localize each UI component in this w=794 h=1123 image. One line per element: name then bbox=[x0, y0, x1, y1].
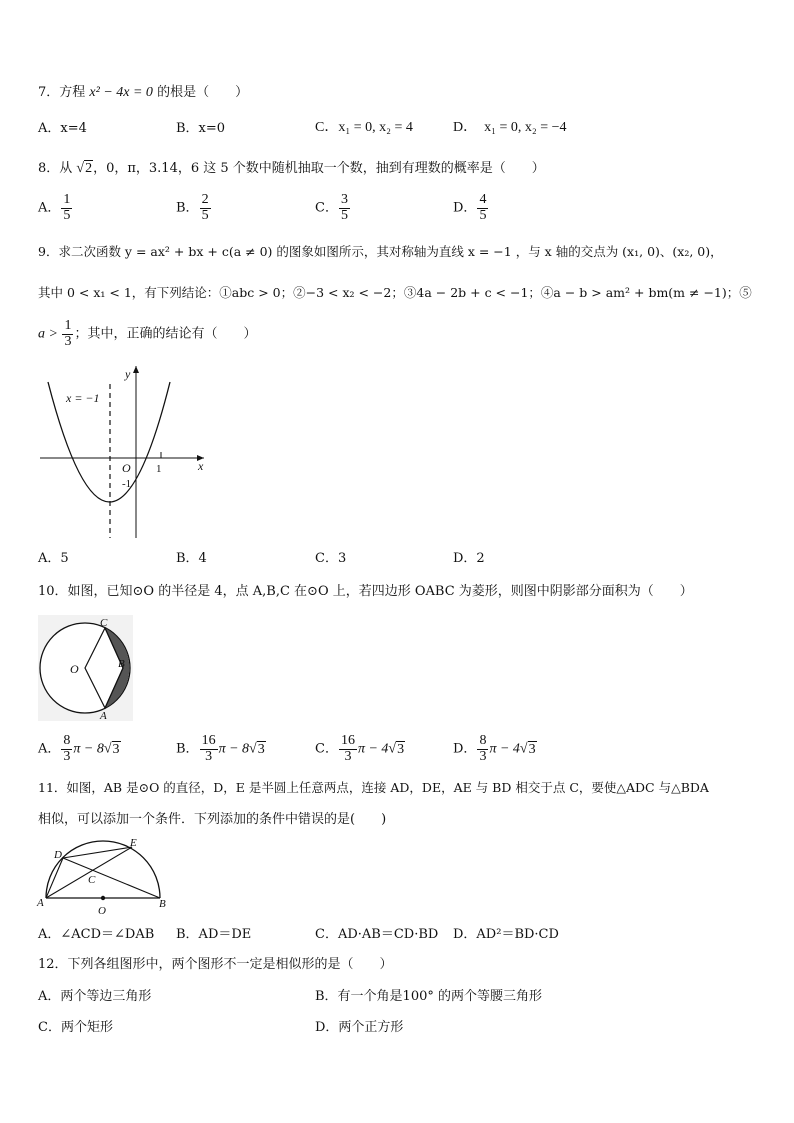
q9-option-b: B．4 bbox=[176, 551, 207, 566]
q11-option-c: C．AD·AB＝CD·BD bbox=[315, 927, 439, 942]
q10-option-c: C． $\frac{16}{3}$ π − 4√3 bbox=[315, 733, 405, 764]
q10-stem: 10．如图，已知⊙O 的半径是 4，点 A,B,C 在⊙O 上，若四边形 OABC 为菱形，则图中阴影部分面积为（ ） bbox=[38, 584, 693, 599]
q7-option-d: D． x₁ = 0, x₂ = −4 bbox=[453, 120, 567, 135]
q11-stem-line2: 相似，可以添加一个条件．下列添加的条件中错误的是( ) bbox=[38, 812, 387, 827]
svg-text:O: O bbox=[98, 905, 106, 917]
svg-text:B: B bbox=[118, 658, 125, 670]
q7-option-b: B．x=0 bbox=[176, 121, 226, 136]
q7-stem: 7．方程 x² − 4x = 0 的根是（ ） bbox=[38, 85, 249, 100]
y-axis-label: y bbox=[125, 367, 131, 381]
tick-one-label: 1 bbox=[156, 463, 162, 475]
q9-stem-line2: 其中 0 < x₁ < 1，有下列结论：①abc > 0；②−3 < x₂ < −2；③4a − 2b + c < −1；④a − b > am² + bm(m ≠ −1)；⑤ bbox=[38, 285, 752, 300]
svg-text:O: O bbox=[70, 662, 79, 676]
q8-option-a: A． $\frac{1}{5}$ bbox=[38, 192, 71, 223]
symmetry-axis-label: x = −1 bbox=[66, 391, 100, 405]
q9-stem-line1: 9．求二次函数 y = ax² + bx + c(a ≠ 0) 的图象如图所示，其对称轴为直线 x = −1 ，与 x 轴的交点为 (x₁, 0)、(x₂, 0)， bbox=[38, 244, 723, 259]
q12-option-d: D．两个正方形 bbox=[315, 1020, 404, 1035]
q12-option-c: C．两个矩形 bbox=[38, 1020, 113, 1035]
q7-option-a: A．x=4 bbox=[38, 121, 87, 136]
q8-stem: 8．从 √2，0，π，3.14，6 这 5 个数中随机抽取一个数，抽到有理数的概率是（ ） bbox=[38, 161, 545, 176]
q11-option-d: D．AD²＝BD·CD bbox=[453, 927, 559, 942]
q9-option-d: D．2 bbox=[453, 551, 485, 566]
q8-option-b: B． $\frac{2}{5}$ bbox=[176, 192, 209, 223]
svg-text:A: A bbox=[37, 897, 44, 909]
q7-option-c: C．x₁ = 0, x₂ = 4 bbox=[315, 120, 413, 135]
q8-option-c: C． $\frac{3}{5}$ bbox=[315, 192, 348, 223]
svg-text:E: E bbox=[130, 837, 137, 849]
tick-neg-one-label: -1 bbox=[122, 478, 132, 490]
q11-option-b: B．AD＝DE bbox=[176, 927, 252, 942]
q8-option-d: D． $\frac{4}{5}$ bbox=[453, 192, 487, 223]
svg-text:C: C bbox=[100, 617, 108, 629]
svg-text:D: D bbox=[54, 849, 62, 861]
q12-option-b: B．有一个角是100° 的两个等腰三角形 bbox=[315, 989, 542, 1004]
svg-text:A: A bbox=[100, 710, 107, 722]
q9-option-c: C．3 bbox=[315, 551, 347, 566]
x-axis-label: x bbox=[198, 459, 204, 473]
q10-option-b: B． $\frac{16}{3}$ π − 8√3 bbox=[176, 733, 265, 764]
svg-text:C: C bbox=[88, 874, 96, 886]
q11-stem-line1: 11．如图，AB 是⊙O 的直径，D，E 是半圆上任意两点，连接 AD，DE，AE 与 BD 相交于点 C，要使△ADC 与△BDA bbox=[38, 780, 709, 795]
q9-option-a: A．5 bbox=[38, 551, 69, 566]
q12-stem: 12．下列各组图形中，两个图形不一定是相似形的是（ ） bbox=[38, 957, 393, 972]
q10-option-a: A． $\frac{8}{3}$ π − 8√3 bbox=[38, 733, 120, 764]
q11-semicircle-figure bbox=[36, 836, 170, 916]
q12-option-a: A．两个等边三角形 bbox=[38, 989, 152, 1004]
q10-option-d: D． $\frac{8}{3}$ π − 4√3 bbox=[453, 733, 536, 764]
q9-parabola-graph bbox=[36, 362, 216, 542]
q11-option-a: A．∠ACD＝∠DAB bbox=[38, 927, 155, 942]
origin-label: O bbox=[122, 461, 131, 475]
q9-stem-line3: a > $\frac{1}{3}$ ；其中，正确的结论有（ ） bbox=[38, 318, 257, 349]
svg-text:B: B bbox=[159, 898, 166, 910]
q10-circle-rhombus-figure bbox=[38, 615, 133, 721]
